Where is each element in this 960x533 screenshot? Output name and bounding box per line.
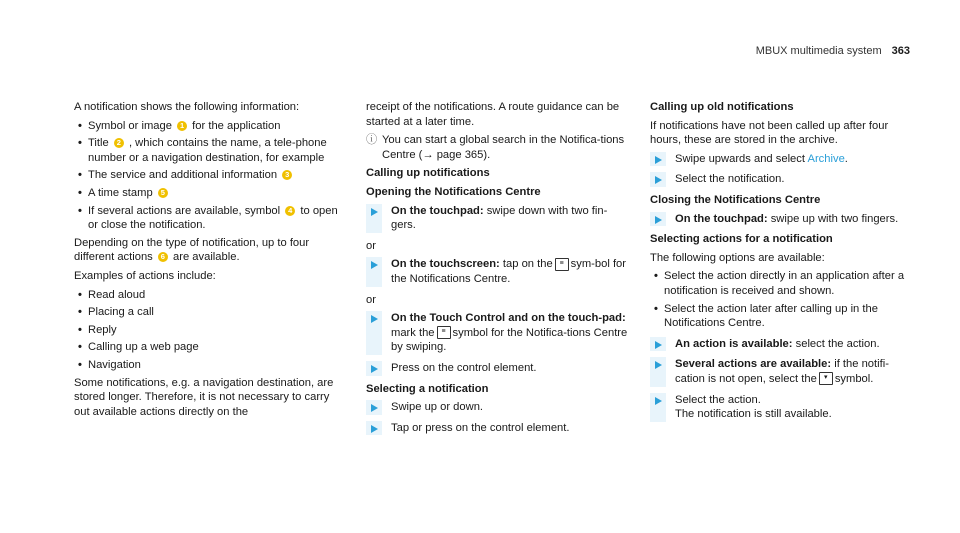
step-text: Swipe up or down. xyxy=(391,401,484,414)
step-arrow-icon xyxy=(366,257,382,286)
bullet-fragment: Placing a call xyxy=(88,306,154,319)
step-text: The notification is still available. xyxy=(675,408,832,421)
bullet-item xyxy=(74,288,344,303)
step xyxy=(650,357,912,386)
expand-icon: ▾ xyxy=(819,372,833,385)
callout-number: 1 xyxy=(177,121,187,131)
heading-selecting-actions: Selecting actions for a notification xyxy=(650,233,833,246)
step xyxy=(650,152,912,167)
bullet-fragment: Title xyxy=(88,137,109,150)
examples-text: Examples of actions include: xyxy=(74,269,216,282)
info-text: You can start a global search in the Notifica-tions Centre (→ page 365). xyxy=(382,134,625,161)
section-title: MBUX multimedia system xyxy=(755,45,882,57)
bullet-item xyxy=(74,340,344,355)
options-bullet-list xyxy=(650,269,912,330)
bullet-fragment: The service and additional information xyxy=(88,169,278,182)
bullet-icon xyxy=(74,340,88,355)
bullet-item xyxy=(74,186,344,201)
step-text: select the action. xyxy=(792,337,880,350)
bullet-fragment: Navigation xyxy=(88,358,141,371)
bullet-fragment: A time stamp xyxy=(88,186,153,199)
bullet-fragment: Reply xyxy=(88,323,117,336)
bullet-text xyxy=(88,168,344,183)
step-text: Tap or press on the control element. xyxy=(391,421,570,434)
bullet-icon xyxy=(74,186,88,201)
step-text: tap on the xyxy=(499,258,553,271)
bullet-icon xyxy=(74,358,88,373)
bullet-text xyxy=(88,323,344,338)
bullet-text xyxy=(88,288,344,303)
column-2 xyxy=(366,100,628,441)
bullet-fragment: for the application xyxy=(192,119,281,132)
or-text: or xyxy=(366,239,376,252)
bullet-fragment: Calling up a web page xyxy=(88,341,199,354)
bullet-item xyxy=(74,119,344,134)
bullet-icon xyxy=(650,269,664,298)
page-header xyxy=(756,44,910,59)
step xyxy=(650,337,912,352)
bullet-item xyxy=(74,305,344,320)
bullet-fragment: to open or close the notification. xyxy=(88,204,338,232)
step-arrow-icon xyxy=(366,421,382,436)
step xyxy=(366,311,628,355)
step-text: swipe down with two fin-gers. xyxy=(391,204,608,232)
bullet-fragment: If several actions are available, symbol xyxy=(88,204,281,217)
callout-number: 4 xyxy=(285,206,295,216)
bullet-item xyxy=(74,168,344,183)
step-label: Several actions are available: xyxy=(675,358,832,371)
bullet-icon xyxy=(74,204,88,233)
step xyxy=(650,172,912,187)
step-arrow-icon xyxy=(366,204,382,233)
bullet-fragment: Read aloud xyxy=(88,288,146,301)
bullet-fragment: Symbol or image xyxy=(88,119,172,132)
callout-number: 2 xyxy=(114,138,124,148)
heading-selecting: Selecting a notification xyxy=(366,382,489,395)
bullet-item xyxy=(74,136,344,165)
heading-old-notifications: Calling up old notifications xyxy=(650,101,794,113)
heading-closing: Closing the Notifications Centre xyxy=(650,193,821,206)
bullet-text xyxy=(88,136,344,165)
step-arrow-icon xyxy=(650,212,666,227)
info-icon: ⓘ xyxy=(366,134,378,147)
continued-text: receipt of the notifications. A route guidance can be started at a later time. xyxy=(366,101,620,128)
or-text: or xyxy=(366,293,376,306)
bullet-text xyxy=(88,119,344,134)
step-text: symbol for the Notifica-tions Centre by swiping. xyxy=(391,326,628,354)
notifications-centre-icon: ≡ xyxy=(555,258,569,271)
bullet-item xyxy=(74,358,344,373)
step xyxy=(366,361,628,376)
step-arrow-icon xyxy=(650,337,666,352)
step xyxy=(366,421,628,436)
column-1 xyxy=(74,100,344,423)
step-text: sym-bol for the Notifications Centre. xyxy=(391,258,626,285)
step-text: symbol. xyxy=(834,372,874,385)
step-text: . xyxy=(844,152,848,165)
callout-number: 6 xyxy=(158,252,168,262)
closing-text: Some notifications, e.g. a navigation destination, are stored longer. Therefore, it is not necessary to carry out available actions directly on the xyxy=(74,376,334,418)
page-number: 363 xyxy=(891,45,910,57)
heading-opening: Opening the Notifications Centre xyxy=(366,185,541,198)
callout-number: 5 xyxy=(158,188,168,198)
step xyxy=(366,400,628,415)
bullet-text xyxy=(664,302,912,331)
step-label: On the touchpad: xyxy=(391,204,484,217)
bullet-fragment: Select the action later after calling up in the Notifications Centre. xyxy=(664,302,878,330)
depending-text xyxy=(74,236,344,265)
step-label: On the touchpad: xyxy=(675,212,768,225)
step-arrow-icon xyxy=(650,393,666,422)
step-arrow-icon xyxy=(366,361,382,376)
step-text: Select the notification. xyxy=(675,173,785,186)
bullet-item xyxy=(74,204,344,233)
step-text: swipe up with two fingers. xyxy=(767,212,899,225)
bullet-fragment: , which contains the name, a tele-phone number or a navigation destination, for example xyxy=(88,137,327,164)
depending-pre: Depending on the type of notification, up to four different actions xyxy=(74,236,310,264)
bullet-icon xyxy=(74,168,88,183)
bullet-text xyxy=(88,186,344,201)
bullet-icon xyxy=(74,288,88,303)
bullet-text xyxy=(88,340,344,355)
intro-text: A notification shows the following information: xyxy=(74,101,300,113)
bullet-item xyxy=(650,302,912,331)
step xyxy=(650,393,912,422)
depending-post: are available. xyxy=(173,251,240,264)
step-text: mark the xyxy=(391,326,435,339)
archive-text: If notifications have not been called up after four hours, these are stored in the archive. xyxy=(650,119,889,147)
info-bullet-list xyxy=(74,119,344,233)
step-label: On the Touch Control and on the touch-pad: xyxy=(391,312,626,325)
step-arrow-icon xyxy=(366,311,382,355)
bullet-icon xyxy=(74,305,88,320)
step-arrow-icon xyxy=(650,152,666,167)
archive-link[interactable]: Archive xyxy=(807,152,845,165)
heading-calling-up: Calling up notifications xyxy=(366,167,490,180)
step-arrow-icon xyxy=(650,357,666,386)
bullet-item xyxy=(650,269,912,298)
notifications-centre-icon: ≡ xyxy=(437,326,451,339)
step-text: Press on the control element. xyxy=(391,361,537,374)
step xyxy=(650,212,912,227)
bullet-text xyxy=(88,305,344,320)
bullet-item xyxy=(74,323,344,338)
callout-number: 3 xyxy=(282,170,292,180)
step xyxy=(366,204,628,233)
step-arrow-icon xyxy=(650,172,666,187)
step xyxy=(366,257,628,286)
step-text: Select the action. xyxy=(675,393,761,406)
actions-bullet-list xyxy=(74,288,344,373)
bullet-icon xyxy=(74,119,88,134)
column-3 xyxy=(650,100,912,428)
step-label: On the touchscreen: xyxy=(391,258,500,271)
bullet-icon xyxy=(74,323,88,338)
bullet-text xyxy=(664,269,912,298)
step-label: An action is available: xyxy=(675,337,793,350)
bullet-icon xyxy=(650,302,664,331)
options-text: The following options are available: xyxy=(650,251,825,264)
step-text: Swipe upwards and select xyxy=(675,152,805,165)
bullet-text xyxy=(88,358,344,373)
step-arrow-icon xyxy=(366,400,382,415)
bullet-icon xyxy=(74,136,88,165)
bullet-fragment: Select the action directly in an application after a notification is received and shown. xyxy=(664,270,905,297)
info-note xyxy=(366,133,628,162)
bullet-text xyxy=(88,204,344,233)
step-text: if the notifi-cation is not open, select the xyxy=(675,358,889,385)
